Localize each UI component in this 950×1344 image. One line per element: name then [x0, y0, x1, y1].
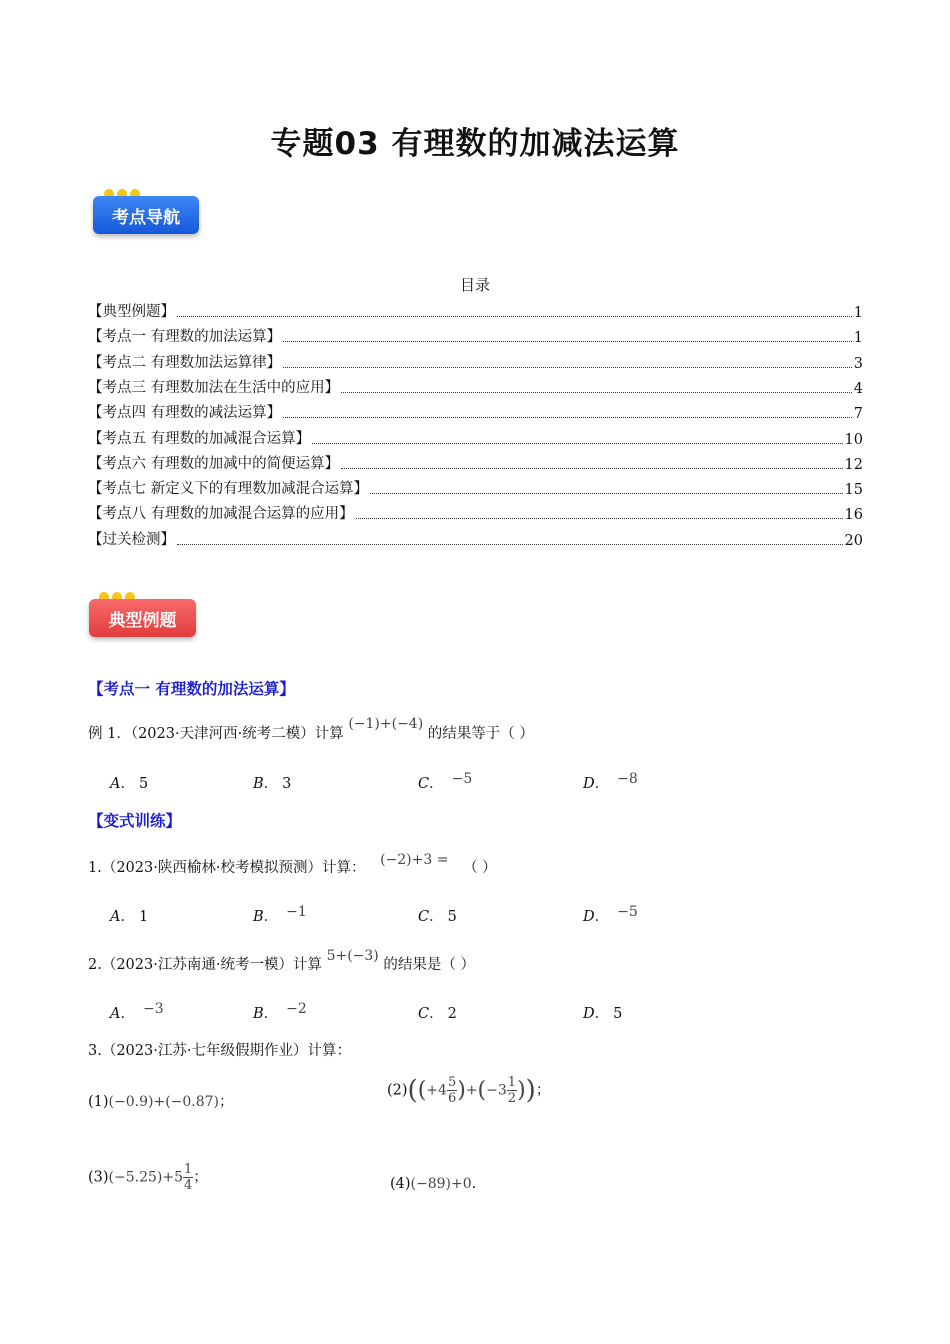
- option-letter: A: [110, 1006, 121, 1022]
- question-prefix: 2.（2023·江苏南通·统考一模）计算: [88, 957, 322, 973]
- toc-leader-dots: [341, 392, 852, 393]
- answer-option[interactable]: D． 5: [583, 1006, 623, 1022]
- toc-item-page: 20: [844, 532, 863, 549]
- question-2: [88, 948, 475, 974]
- question-suffix: 的结果等于（ ）: [427, 726, 534, 742]
- toc-heading: 目录: [459, 276, 490, 294]
- option-letter: C: [418, 1006, 430, 1022]
- examples-badge: 典型例题: [89, 599, 196, 637]
- toc-item-label: 【考点二 有理数加法运算律】: [88, 354, 282, 371]
- toc-leader-dots: [177, 316, 852, 317]
- toc-item-page: 15: [844, 482, 863, 499]
- toc-leader-dots: [341, 468, 842, 469]
- toc-item-label: 【考点三 有理数加法在生活中的应用】: [88, 379, 340, 396]
- option-letter: B: [253, 1006, 264, 1022]
- answer-option[interactable]: C． 5: [418, 909, 457, 925]
- page-title: 专题03 有理数的加减法运算: [270, 126, 680, 162]
- question-1: [88, 852, 497, 877]
- option-value: −8: [617, 771, 638, 787]
- toc-item[interactable]: [88, 402, 863, 422]
- toc-leader-dots: [312, 443, 842, 444]
- question-3-part-4: [390, 1176, 476, 1192]
- toc-item-label: 【考点八 有理数的加减混合运算的应用】: [88, 506, 354, 523]
- fraction: $\frac{1}{4}$: [184, 1162, 193, 1193]
- toc-leader-dots: [283, 341, 852, 342]
- question-3-part-1: [88, 1090, 234, 1111]
- toc-item-page: 10: [844, 431, 863, 448]
- option-letter: D: [583, 909, 595, 925]
- answer-option[interactable]: A． −3: [110, 1001, 164, 1022]
- toc-leader-dots: [177, 544, 843, 545]
- toc-item-page: 3: [853, 355, 863, 372]
- toc-item[interactable]: [88, 326, 863, 346]
- option-value: −3: [142, 1001, 164, 1017]
- option-value: −1: [286, 904, 307, 920]
- option-letter: C: [418, 909, 430, 925]
- option-letter: C: [418, 776, 430, 792]
- option-value: 1: [138, 909, 149, 925]
- toc-item[interactable]: [88, 352, 863, 372]
- option-value: 2: [447, 1006, 457, 1022]
- math-expression: 5+(−3): [326, 948, 379, 964]
- fraction: $\frac{5}{6}$: [447, 1075, 457, 1106]
- toc-item-label: 【考点七 新定义下的有理数加减混合运算】: [88, 481, 369, 498]
- part-end: .: [471, 1176, 477, 1192]
- toc-item[interactable]: [88, 301, 863, 321]
- option-value: 3: [282, 776, 292, 792]
- math-expression: (−2)+3 =: [380, 852, 449, 868]
- question-3-part-2: (2)((+4 $\frac{5}{6}$ )+(−3 $\frac{1}{2}$ ))；: [387, 1075, 551, 1106]
- option-letter: A: [110, 776, 121, 792]
- toc-item-page: 1: [853, 305, 863, 321]
- nav-badge: 考点导航: [93, 196, 199, 234]
- toc-item[interactable]: [88, 453, 863, 473]
- answer-option[interactable]: D． −8: [583, 771, 638, 792]
- answer-option[interactable]: C． 2: [418, 1006, 457, 1022]
- toc-item-label: 【考点四 有理数的减法运算】: [88, 405, 282, 422]
- toc-item-page: 7: [853, 406, 863, 423]
- part-end: ；: [193, 1169, 208, 1186]
- answer-option[interactable]: A． 1: [110, 909, 149, 925]
- mixed-number-int: +4: [426, 1082, 447, 1099]
- option-value: 5: [138, 776, 149, 792]
- answer-option[interactable]: A． 5: [110, 776, 149, 792]
- option-letter: D: [583, 776, 595, 792]
- question-suffix: 的结果是（ ）: [383, 957, 475, 973]
- part-end: ；: [219, 1094, 234, 1110]
- answer-option[interactable]: B． 3: [253, 776, 292, 792]
- option-letter: B: [253, 909, 264, 925]
- toc-leader-dots: [370, 493, 842, 494]
- option-value: 5: [447, 909, 457, 925]
- math-expression: (−89)+0: [410, 1176, 472, 1192]
- option-value: −2: [286, 1001, 307, 1017]
- fraction: $\frac{1}{2}$: [507, 1075, 517, 1106]
- math-expression: (−0.9)+(−0.87): [108, 1094, 220, 1110]
- toc-item-label: 【考点一 有理数的加法运算】: [88, 329, 282, 346]
- option-letter: A: [110, 909, 121, 925]
- toc-leader-dots: [283, 417, 852, 418]
- part-number: (4): [390, 1176, 411, 1192]
- question-3: 3.（2023·江苏·七年级假期作业）计算：: [88, 1043, 351, 1059]
- option-value: 5: [613, 1006, 623, 1022]
- toc-leader-dots: [356, 518, 843, 519]
- question-prefix: 例 1．（2023·天津河西·统考二模）计算: [88, 726, 344, 742]
- toc-item-page: 1: [853, 330, 863, 347]
- toc-item-page: 4: [853, 380, 863, 397]
- toc-item-page: 16: [844, 507, 863, 524]
- section-heading: 【考点一 有理数的加法运算】: [88, 680, 295, 698]
- part-number: (2): [387, 1082, 408, 1099]
- toc-leader-dots: [283, 367, 852, 368]
- answer-option[interactable]: D． −5: [583, 904, 638, 925]
- variant-heading: 【变式训练】: [88, 812, 182, 830]
- option-letter: D: [583, 1006, 595, 1022]
- toc-item-label: 【典型例题】: [88, 304, 175, 320]
- question-3-part-3: [88, 1162, 208, 1193]
- toc-item[interactable]: [88, 503, 863, 523]
- option-value: −5: [451, 771, 473, 787]
- math-expression: (−1)+(−4): [348, 716, 424, 732]
- toc-item[interactable]: [88, 478, 863, 498]
- toc-item-label: 【过关检测】: [88, 531, 175, 548]
- part-number: (3): [88, 1169, 109, 1186]
- toc-item-page: 12: [844, 456, 863, 473]
- toc-item-label: 【考点六 有理数的加减中的简便运算】: [88, 455, 340, 472]
- question-prefix: 1.（2023·陕西榆林·校考模拟预测）计算：: [88, 860, 366, 876]
- toc-item[interactable]: [88, 428, 863, 448]
- option-value: −5: [617, 904, 638, 920]
- question-suffix: （ ）: [463, 860, 497, 876]
- mixed-number-int: −3: [486, 1082, 507, 1099]
- option-letter: B: [253, 776, 264, 792]
- toc-item[interactable]: [88, 377, 863, 397]
- answer-option[interactable]: B． −1: [253, 904, 307, 925]
- answer-option[interactable]: C． −5: [418, 771, 473, 792]
- math-expression: (−5.25)+5: [108, 1169, 184, 1186]
- toc-item[interactable]: [88, 529, 863, 549]
- part-end: ；: [535, 1082, 551, 1099]
- toc-item-label: 【考点五 有理数的加减混合运算】: [88, 430, 311, 447]
- part-number: (1): [88, 1094, 109, 1110]
- example-1-question: [88, 716, 534, 743]
- answer-option[interactable]: B． −2: [253, 1001, 307, 1022]
